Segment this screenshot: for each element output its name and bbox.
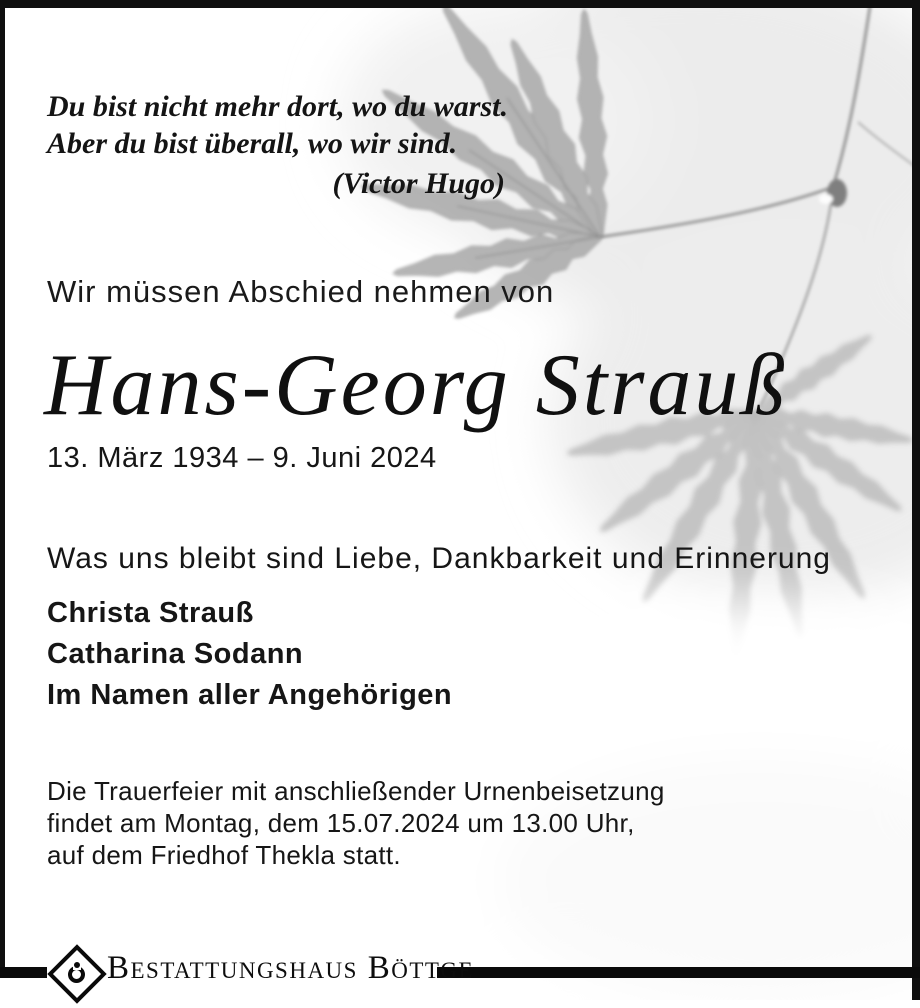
diamond-person-icon-inner (60, 957, 94, 991)
farewell-intro: Wir müssen Abschied nehmen von (47, 274, 555, 309)
mourner-name: Catharina Sodann (47, 638, 304, 670)
deceased-name: Hans-Georg Strauß (44, 337, 789, 434)
memorial-quote (47, 88, 507, 202)
person-head-dot (74, 962, 80, 968)
mourners-closing: Im Namen aller Angehörigen (47, 679, 453, 711)
funeral-home-name: Bestattungshaus Böttge (107, 950, 475, 986)
life-dates: 13. März 1934 – 9. Juni 2024 (47, 442, 437, 474)
funeral-line-1: Die Trauerfeier mit anschließender Urnenbeisetzung (47, 776, 665, 806)
mourner-name: Christa Strauß (47, 597, 254, 629)
frame-border-left (0, 0, 5, 978)
footer-rule-right (437, 967, 920, 978)
footer-rule-left (0, 967, 47, 978)
quote-attribution: (Victor Hugo) (332, 167, 505, 200)
funeral-line-3: auf dem Friedhof Thekla statt. (47, 840, 401, 870)
frame-border-top (0, 0, 920, 8)
tribute-line: Was uns bleibt sind Liebe, Dankbarkeit und Erinnerung (47, 542, 831, 575)
funeral-details (47, 775, 665, 871)
mourners-list (47, 593, 452, 716)
frame-border-right (912, 0, 920, 1000)
funeral-line-2: findet am Montag, dem 15.07.2024 um 13.00 Uhr, (47, 808, 635, 838)
quote-line-1: Du bist nicht mehr dort, wo du warst. (47, 90, 508, 123)
quote-line-2: Aber du bist überall, wo wir sind. (47, 127, 458, 160)
